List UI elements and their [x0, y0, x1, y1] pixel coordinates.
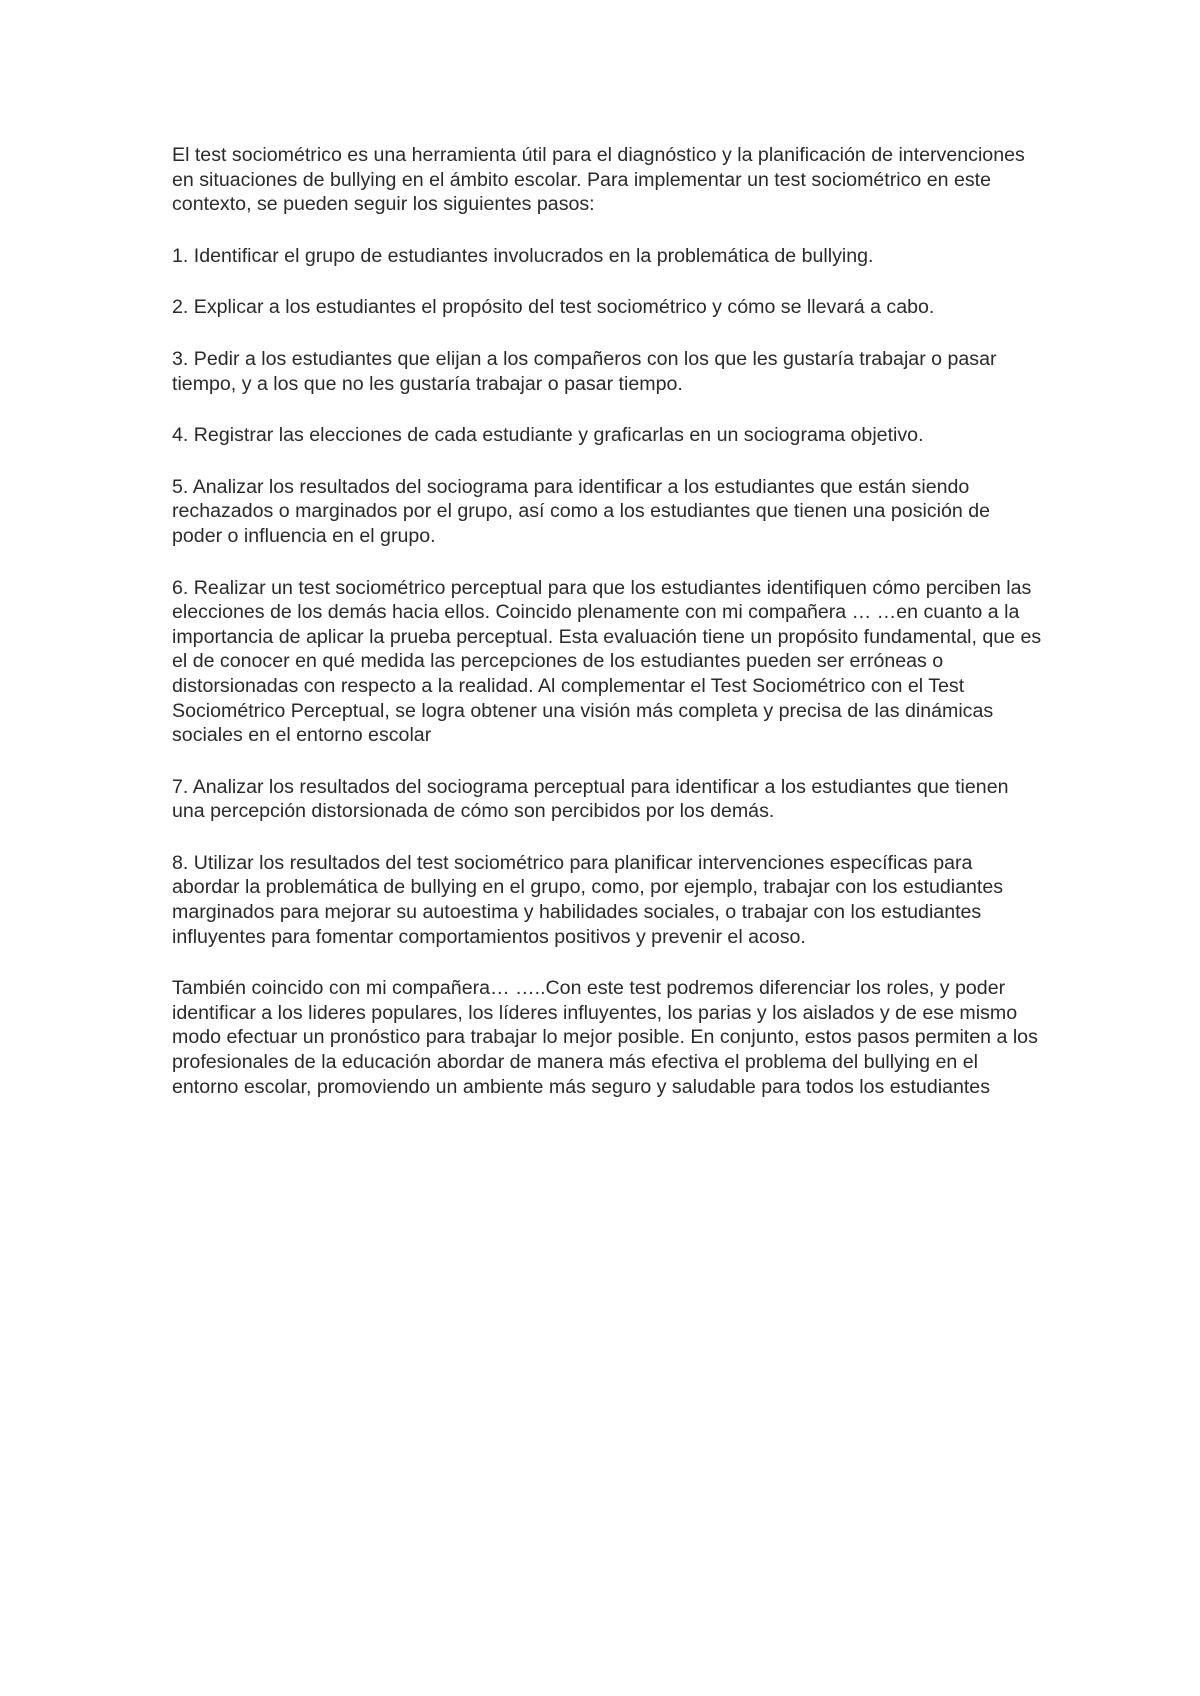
step-1-paragraph: 1. Identificar el grupo de estudiantes involucrados en la problemática de bullying.	[172, 244, 874, 267]
step-4-paragraph: 4. Registrar las elecciones de cada estudiante y graficarlas en un sociograma objetivo.	[172, 424, 924, 447]
step-7-paragraph: 7. Analizar los resultados del sociograma perceptual para identificar a los estudiantes que tienen una percepción distorsionada de cómo son percibidos por los demás.	[172, 775, 1009, 823]
step-8-paragraph: 8. Utilizar los resultados del test sociométrico para planificar intervenciones específicas para abordar la problemática de bullying en el grupo, como, por ejemplo, trabajar con los estudiantes marginados para mejorar su autoestima y habilidades sociales, o trabajar con los estudiantes influyentes para fomentar comportamientos positivos y prevenir el acoso.	[172, 851, 1004, 948]
document-body	[172, 143, 1042, 1126]
closing-paragraph: También coincido con mi compañera… …..Con este test podremos diferenciar los roles, y poder identificar a los lideres populares, los líderes influyentes, los parias y los aislados y de ese mismo modo efectuar un pronóstico para trabajar lo mejor posible. En conjunto, estos pasos permiten a los profesionales de la educación abordar de manera más efectiva el problema del bullying en el entorno escolar, promoviendo un ambiente más seguro y saludable para todos los estudiantes	[172, 977, 1038, 1098]
step-3-paragraph: 3. Pedir a los estudiantes que elijan a los compañeros con los que les gustaría trabajar o pasar tiempo, y a los que no les gustaría trabajar o pasar tiempo.	[172, 347, 997, 395]
step-6-paragraph: 6. Realizar un test sociométrico perceptual para que los estudiantes identifiquen cómo perciben las elecciones de los demás hacia ellos. Coincido plenamente con mi compañera … …en cuanto a la importancia de aplicar la prueba perceptual. Esta evaluación tiene un propósito fundamental, que es el de conocer en qué medida las percepciones de los estudiantes pueden ser erróneas o distorsionadas con respecto a la realidad. Al complementar el Test Sociométrico con el Test Sociométrico Perceptual, se logra obtener una visión más completa y precisa de las dinámicas sociales en el entorno escolar	[172, 576, 1042, 747]
step-2-paragraph: 2. Explicar a los estudiantes el propósito del test sociométrico y cómo se llevará a cabo.	[172, 296, 935, 319]
step-5-paragraph: 5. Analizar los resultados del sociograma para identificar a los estudiantes que están siendo rechazados o marginados por el grupo, así como a los estudiantes que tienen una posición de poder o influencia en el grupo.	[172, 475, 991, 547]
intro-paragraph: El test sociométrico es una herramienta útil para el diagnóstico y la planificación de intervenciones en situaciones de bullying en el ámbito escolar. Para implementar un test sociométrico en este contexto, se pueden seguir los siguientes pasos:	[172, 144, 1025, 216]
